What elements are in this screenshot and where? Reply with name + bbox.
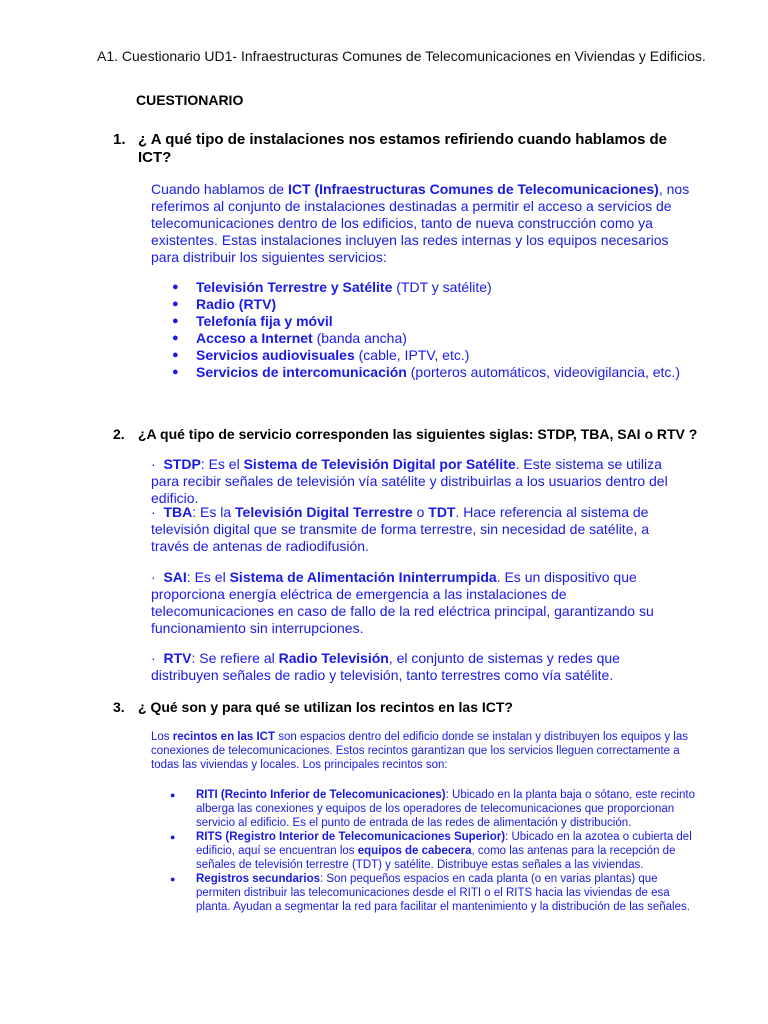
question-text: ¿ A qué tipo de instalaciones nos estamos refiriendo cuando hablamos de ICT? [138, 131, 667, 166]
list-item: ● RITI (Recinto Inferior de Telecomunicaciones): Ubicado en la planta baja o sótano, este recinto alberga las conexiones y equipos de los operadores de telecomunicaciones que proporcionan servicio al edificio. Es el punto de entrada de las redes de alimentación y distribución. [170, 788, 700, 830]
question-number: 2. [113, 426, 125, 442]
answer-3-intro: Los recintos en las ICT son espacios dentro del edificio donde se instalan y distribuyen los equipos y las conexiones de telecomunicaciones. Estos recintos garantizan que los servicios lleguen correctamente a todas las viviendas y locales. Los principales recintos son: [151, 731, 688, 771]
question-number: 3. [113, 699, 125, 715]
definition-rtv: · RTV: Se refiere al Radio Televisión, el conjunto de sistemas y redes que distribuyen señales de radio y televisión, tanto terrestres como vía satélite. [151, 650, 620, 683]
list-item: ● Televisión Terrestre y Satélite (TDT y satélite) [172, 279, 712, 296]
definition-stdp: · STDP: Es el Sistema de Televisión Digital por Satélite. Este sistema se utiliza para recibir señales de televisión vía satélite y distribuirlas a los usuarios dentro del edificio. [151, 456, 668, 506]
question-text: ¿ Qué son y para qué se utilizan los recintos en las ICT? [138, 699, 513, 715]
list-item: ● Servicios audiovisuales (cable, IPTV, etc.) [172, 347, 712, 364]
intro-text: , nos referimos al conjunto de instalaciones destinadas a permitir el acceso a servicios de telecomunicaciones dentro de los edificios, tanto de nueva construcción como ya existentes. Estas instalaciones incluyen las redes internas y los equipos necesarios para distribuir los siguientes servicios: [151, 181, 690, 265]
answer-1-intro [151, 181, 699, 266]
question-number: 1. [113, 131, 126, 148]
question-2 [113, 425, 733, 445]
services-list [172, 279, 712, 381]
section-title: CUESTIONARIO [136, 92, 244, 108]
intro-text: Cuando hablamos de [151, 181, 288, 197]
list-item: ● Telefonía fija y móvil [172, 313, 712, 330]
definition-tba: · TBA: Es la Televisión Digital Terrestre o TDT. Hace referencia al sistema de televisión digital que se transmite de forma terrestre, sin necesidad de satélite, a través de antenas de radiodifusión. [151, 504, 650, 554]
recintos-list-wrap [170, 788, 700, 914]
question-text: ¿A qué tipo de servicio corresponden las siguientes siglas: STDP, TBA, SAI o RTV ? [138, 426, 698, 442]
list-item: ● Radio (RTV) [172, 296, 712, 313]
list-item: ● Registros secundarios: Son pequeños espacios en cada planta (o en varias plantas) que permiten distribuir las telecomunicaciones desde el RITI o el RITS hacia las viviendas de esa planta. Ayudan a segmentar la red para facilitar el mantenimiento y la distribución de las señales. [170, 872, 700, 914]
document-header: A1. Cuestionario UD1- Infraestructuras Comunes de Telecomunicaciones en Viviendas y Edificios. [97, 48, 706, 64]
list-item: ● Acceso a Internet (banda ancha) [172, 330, 712, 347]
intro-bold: ICT (Infraestructuras Comunes de Telecomunicaciones) [288, 181, 659, 197]
definition-sai: · SAI: Es el Sistema de Alimentación Ininterrumpida. Es un dispositivo que proporciona energía eléctrica de emergencia a las instalaciones de telecomunicaciones en caso de fallo de la red eléctrica principal, garantizando su funcionamiento sin interrupciones. [151, 569, 654, 636]
question-1 [113, 131, 713, 171]
list-item: ● Servicios de intercomunicación (porteros automáticos, videovigilancia, etc.) [172, 364, 712, 381]
list-item: ● RITS (Registro Interior de Telecomunicaciones Superior): Ubicado en la azotea o cubierta del edificio, aquí se encuentran los equipos de cabecera, como las antenas para la recepción de señales de televisión terrestre (TDT) y satélite. Distribuye estas señales a las viviendas. [170, 830, 700, 872]
question-3 [113, 698, 713, 718]
recintos-list [170, 788, 700, 914]
